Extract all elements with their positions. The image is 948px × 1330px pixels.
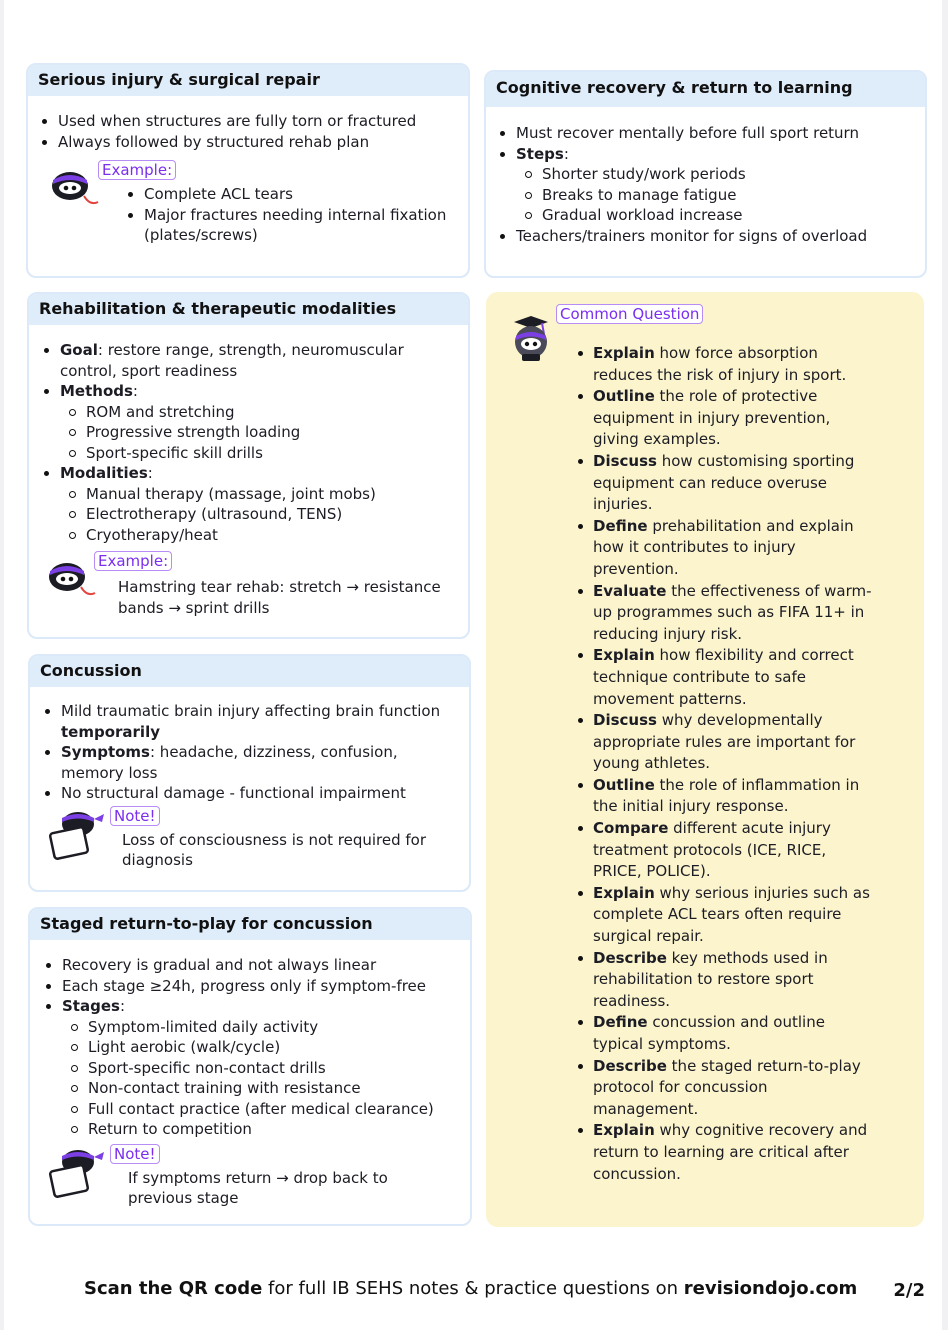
bullet-list — [29, 340, 449, 545]
question-command-verb: Discuss — [593, 451, 657, 470]
footer-scan-text: Scan the QR code — [84, 1278, 263, 1299]
question-command-verb: Explain — [593, 1121, 655, 1140]
list-item: Gradual workload increase — [516, 205, 925, 226]
ninja-graduate-icon — [506, 314, 556, 364]
list-item: Complete ACL tears — [120, 184, 460, 205]
question-text: why developmentally appropriate rules are important for young athletes. — [593, 711, 856, 773]
goal-label: Goal — [60, 341, 98, 359]
question-text: concussion and outline typical symptoms. — [593, 1013, 825, 1053]
question-item — [573, 775, 873, 818]
list-item: Electrotherapy (ultrasound, TENS) — [60, 504, 449, 525]
methods-list — [60, 402, 449, 464]
card-title: Cognitive recovery & return to learning — [486, 72, 925, 107]
question-item — [573, 645, 873, 710]
card-concussion — [28, 654, 471, 892]
definition-bold: temporarily — [61, 722, 160, 741]
list-item: Methods: ROM and stretching Progressive strength loading Sport-specific skill drills — [36, 381, 449, 463]
list-item: Manual therapy (massage, joint mobs) — [60, 484, 449, 505]
example-list — [120, 184, 460, 246]
note-callout — [30, 1140, 470, 1210]
question-item — [573, 1056, 873, 1121]
list-item: Non-contact training with resistance — [62, 1078, 470, 1099]
note-callout — [30, 804, 469, 874]
list-item: Must recover mentally before full sport return — [492, 123, 925, 144]
question-command-verb: Describe — [593, 948, 667, 967]
modalities-list — [60, 484, 449, 546]
list-item: Breaks to manage fatigue — [516, 185, 925, 206]
definition-text: Mild traumatic brain injury affecting brain function — [61, 702, 441, 720]
list-item: Shorter study/work periods — [516, 164, 925, 185]
question-command-verb: Define — [593, 516, 648, 535]
question-item — [573, 516, 873, 581]
question-command-verb: Define — [593, 1013, 648, 1032]
list-item: Modalities: Manual therapy (massage, joint mobs) Electrotherapy (ultrasound, TENS) Cryotherapy/heat — [36, 463, 449, 545]
question-item — [573, 883, 873, 948]
common-question-tag: Common Question — [556, 304, 703, 324]
ninja-tablet-icon — [48, 1148, 104, 1200]
card-serious-injury — [26, 63, 470, 278]
question-command-verb: Describe — [593, 1056, 667, 1075]
example-callout — [28, 152, 468, 242]
question-item — [573, 343, 873, 386]
revision-page — [4, 0, 942, 1330]
question-text: the effectiveness of warm-up programmes such as FIFA 11+ in reducing injury risk. — [593, 581, 872, 643]
footer-middle-text: for full IB SEHS notes & practice questions on — [262, 1278, 684, 1299]
example-text: Hamstring tear rehab: stretch → resistance bands → sprint drills — [118, 578, 441, 617]
question-text: why cognitive recovery and return to learning are critical after concussion. — [593, 1121, 868, 1183]
question-command-verb: Compare — [593, 819, 669, 838]
list-item: Progressive strength loading — [60, 422, 449, 443]
question-text: prehabilitation and explain how it contributes to injury prevention. — [593, 516, 854, 578]
question-text: the staged return-to-play protocol for concussion management. — [593, 1056, 861, 1118]
methods-label: Methods — [60, 382, 133, 400]
question-command-verb: Explain — [593, 344, 655, 362]
note-text: If symptoms return → drop back to previous stage — [128, 1168, 388, 1207]
card-cognitive-recovery — [484, 70, 927, 278]
question-command-verb: Discuss — [593, 711, 657, 730]
list-item: Stages: Symptom-limited daily activity Light aerobic (walk/cycle) Sport-specific non-contact drills Non-contact training with resistance Full contact practice (after medical clearance) Return to competition — [38, 996, 470, 1140]
goal-text: : restore range, strength, neuromuscular control, sport readiness — [60, 341, 404, 380]
question-item — [573, 451, 873, 516]
stages-list — [62, 1017, 470, 1140]
common-question-panel — [486, 292, 924, 1227]
page-number: 2/2 — [893, 1280, 925, 1301]
question-item — [573, 818, 873, 883]
question-text: key methods used in rehabilitation to restore sport readiness. — [593, 948, 828, 1010]
question-text: how force absorption reduces the risk of injury in sport. — [593, 344, 847, 384]
list-item — [36, 340, 449, 381]
example-tag: Example: — [98, 160, 176, 180]
list-item — [37, 742, 455, 783]
stages-label: Stages — [62, 997, 120, 1015]
symptoms-text: : headache, dizziness, confusion, memory loss — [61, 743, 398, 782]
card-title: Staged return-to-play for concussion — [30, 909, 470, 940]
question-command-verb: Outline — [593, 387, 655, 406]
question-item — [573, 1012, 873, 1055]
list-item — [37, 701, 455, 742]
list-item: Recovery is gradual and not always linear — [38, 955, 470, 976]
question-command-verb: Explain — [593, 646, 655, 665]
note-text: Loss of consciousness is not required for diagnosis — [122, 830, 427, 869]
list-item: Return to competition — [62, 1119, 470, 1140]
modalities-label: Modalities — [60, 464, 148, 482]
list-item: Sport-specific non-contact drills — [62, 1058, 470, 1079]
question-text: the role of inflammation in the initial injury response. — [593, 775, 860, 816]
question-command-verb: Evaluate — [593, 581, 667, 600]
bullet-list — [28, 111, 468, 152]
list-item: Symptom-limited daily activity — [62, 1017, 470, 1038]
question-item — [573, 386, 873, 451]
steps-list — [516, 164, 925, 226]
footer — [84, 1277, 930, 1301]
list-item: Steps: Shorter study/work periods Breaks to manage fatigue Gradual workload increase — [492, 144, 925, 226]
note-tag: Note! — [110, 1144, 160, 1164]
question-item — [573, 948, 873, 1013]
card-title: Concussion — [30, 656, 469, 687]
question-item — [573, 1120, 873, 1185]
bullet-list — [30, 701, 455, 804]
example-tag: Example: — [94, 551, 172, 571]
list-item: Full contact practice (after medical clearance) — [62, 1099, 470, 1120]
ninja-mascot-icon — [46, 170, 102, 210]
question-command-verb: Outline — [593, 775, 655, 794]
list-item: Major fractures needing internal fixation (plates/screws) — [120, 205, 460, 246]
card-rehabilitation — [27, 292, 470, 639]
list-item: Used when structures are fully torn or fractured — [34, 111, 468, 132]
question-command-verb: Explain — [593, 883, 655, 902]
question-item — [573, 710, 873, 775]
question-text: how flexibility and correct technique contribute to safe movement patterns. — [593, 646, 854, 708]
list-item: Light aerobic (walk/cycle) — [62, 1037, 470, 1058]
ninja-tablet-icon — [48, 810, 104, 862]
question-text: the role of protective equipment in injury prevention, giving examples. — [593, 387, 831, 449]
list-item: Always followed by structured rehab plan — [34, 132, 468, 153]
question-list — [573, 343, 873, 1185]
card-title: Rehabilitation & therapeutic modalities — [29, 294, 468, 325]
card-staged-return — [28, 907, 472, 1226]
list-item: Each stage ≥24h, progress only if symptom-free — [38, 976, 470, 997]
list-item: ROM and stretching — [60, 402, 449, 423]
note-tag: Note! — [110, 806, 160, 826]
example-callout — [29, 545, 468, 625]
card-title: Serious injury & surgical repair — [28, 65, 468, 96]
list-item: Sport-specific skill drills — [60, 443, 449, 464]
list-item: No structural damage - functional impairment — [37, 783, 455, 804]
footer-site-link[interactable]: revisiondojo.com — [683, 1278, 858, 1299]
question-text: different acute injury treatment protocols (ICE, RICE, PRICE, POLICE). — [593, 819, 831, 881]
list-item: Teachers/trainers monitor for signs of overload — [492, 226, 925, 247]
ninja-mascot-icon — [43, 561, 99, 601]
question-item — [573, 581, 873, 646]
bullet-list — [30, 955, 470, 1140]
list-item: Cryotherapy/heat — [60, 525, 449, 546]
steps-label: Steps — [516, 144, 564, 163]
question-text: why serious injuries such as complete ACL tears often require surgical repair. — [593, 883, 870, 946]
symptoms-label: Symptoms — [61, 743, 150, 761]
bullet-list — [486, 123, 925, 246]
question-text: how customising sporting equipment can reduce overuse injuries. — [593, 451, 855, 514]
